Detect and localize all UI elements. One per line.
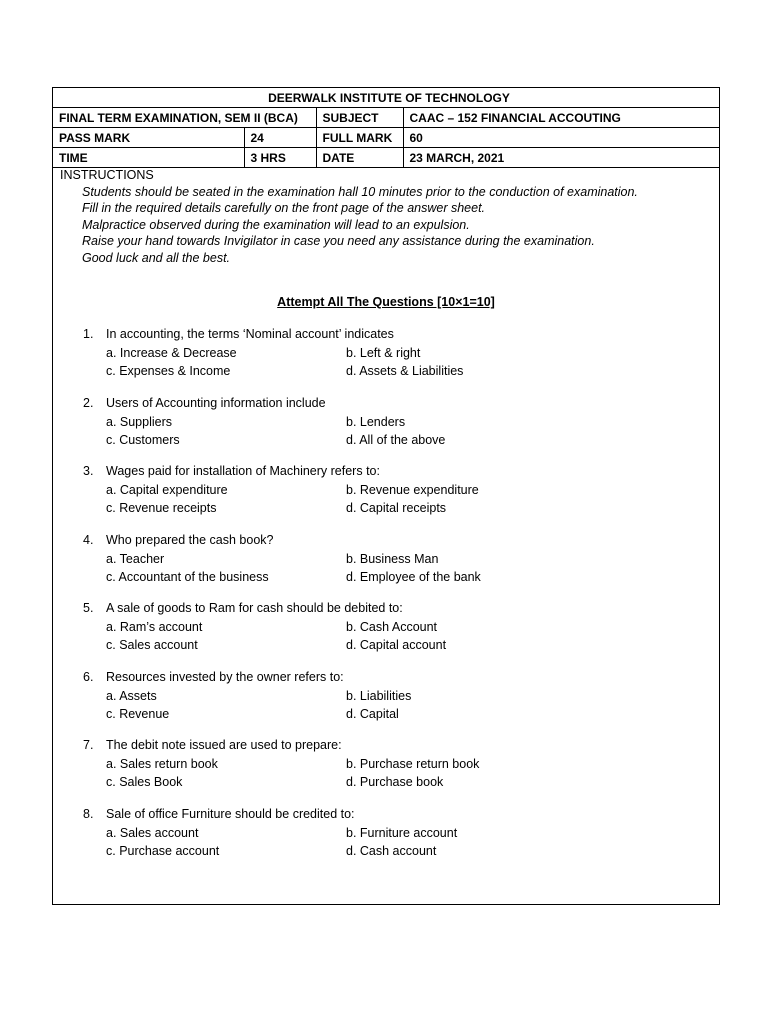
question-2 <box>83 394 683 449</box>
option-b: b. Lenders <box>346 415 406 429</box>
question-number: 8. <box>83 807 94 821</box>
option-c: c. Revenue <box>106 707 170 721</box>
question-8 <box>83 805 683 860</box>
institute-name: DEERWALK INSTITUTE OF TECHNOLOGY <box>53 88 719 108</box>
full-mark-value: 60 <box>403 128 719 148</box>
option-b: b. Liabilities <box>346 689 412 703</box>
time-value: 3 HRS <box>244 148 316 168</box>
option-b: b. Purchase return book <box>346 757 480 771</box>
instruction-item: Students should be seated in the examination hall 10 minutes prior to the conduction of examination. <box>82 184 638 199</box>
option-c: c. Expenses & Income <box>106 364 231 378</box>
instruction-item: Fill in the required details carefully on the front page of the answer sheet. <box>82 201 486 216</box>
question-text: Resources invested by the owner refers to: <box>106 670 344 684</box>
question-text: Wages paid for installation of Machinery refers to: <box>106 464 380 478</box>
exam-title: FINAL TERM EXAMINATION, SEM II (BCA) <box>53 108 316 128</box>
option-d: d. Capital receipts <box>346 501 447 515</box>
exam-header-table <box>53 88 719 168</box>
option-d: d. Assets & Liabilities <box>346 364 464 378</box>
question-number: 7. <box>83 738 94 752</box>
question-number: 2. <box>83 396 94 410</box>
option-d: d. Cash account <box>346 844 437 858</box>
option-b: b. Cash Account <box>346 620 438 634</box>
instruction-item: Raise your hand towards Invigilator in case you need any assistance during the examination. <box>82 234 595 249</box>
instruction-item: Good luck and all the best. <box>82 250 231 265</box>
question-number: 5. <box>83 601 94 615</box>
question-number: 4. <box>83 533 94 547</box>
option-a: a. Sales return book <box>106 757 218 771</box>
question-1 <box>83 325 683 380</box>
section-heading: Attempt All The Questions [10×1=10] <box>277 295 495 309</box>
question-6 <box>83 668 683 723</box>
exam-sheet <box>52 87 720 905</box>
option-a: a. Assets <box>106 689 157 703</box>
option-c: c. Accountant of the business <box>106 570 269 584</box>
option-c: c. Sales account <box>106 638 198 652</box>
pass-mark-value: 24 <box>244 128 316 148</box>
instructions-list <box>60 184 638 267</box>
option-c: c. Revenue receipts <box>106 501 217 515</box>
option-b: b. Left & right <box>346 346 421 360</box>
option-b: b. Furniture account <box>346 826 458 840</box>
question-text: Sale of office Furniture should be credited to: <box>106 807 355 821</box>
instruction-item: Malpractice observed during the examination will lead to an expulsion. <box>82 217 470 232</box>
question-text: In accounting, the terms ‘Nominal account’ indicates <box>106 327 394 341</box>
option-d: d. Capital <box>346 707 399 721</box>
option-c: c. Sales Book <box>106 775 183 789</box>
instructions-block <box>60 167 638 267</box>
question-text: The debit note issued are used to prepare: <box>106 738 342 752</box>
date-value: 23 MARCH, 2021 <box>403 148 719 168</box>
instructions-title: INSTRUCTIONS <box>60 168 154 182</box>
question-text: Users of Accounting information include <box>106 396 326 410</box>
question-number: 1. <box>83 327 94 341</box>
option-a: a. Suppliers <box>106 415 173 429</box>
question-number: 3. <box>83 464 94 478</box>
option-d: d. Capital account <box>346 638 447 652</box>
subject-value: CAAC – 152 FINANCIAL ACCOUTING <box>403 108 719 128</box>
option-c: c. Customers <box>106 433 180 447</box>
option-d: d. Purchase book <box>346 775 444 789</box>
date-label: DATE <box>316 148 403 168</box>
question-text: A sale of goods to Ram for cash should be debited to: <box>106 601 403 615</box>
option-a: a. Increase & Decrease <box>106 346 237 360</box>
option-c: c. Purchase account <box>106 844 220 858</box>
option-a: a. Capital expenditure <box>106 483 228 497</box>
option-a: a. Ram’s account <box>106 620 203 634</box>
option-d: d. Employee of the bank <box>346 570 481 584</box>
full-mark-label: FULL MARK <box>316 128 403 148</box>
question-text: Who prepared the cash book? <box>106 533 274 547</box>
option-b: b. Revenue expenditure <box>346 483 479 497</box>
question-3 <box>83 462 683 517</box>
time-label: TIME <box>53 148 244 168</box>
question-4 <box>83 531 683 586</box>
subject-label: SUBJECT <box>316 108 403 128</box>
option-a: a. Teacher <box>106 552 165 566</box>
question-5 <box>83 599 683 654</box>
question-number: 6. <box>83 670 94 684</box>
question-7 <box>83 736 683 791</box>
pass-mark-label: PASS MARK <box>53 128 244 148</box>
option-d: d. All of the above <box>346 433 446 447</box>
option-b: b. Business Man <box>346 552 439 566</box>
option-a: a. Sales account <box>106 826 199 840</box>
